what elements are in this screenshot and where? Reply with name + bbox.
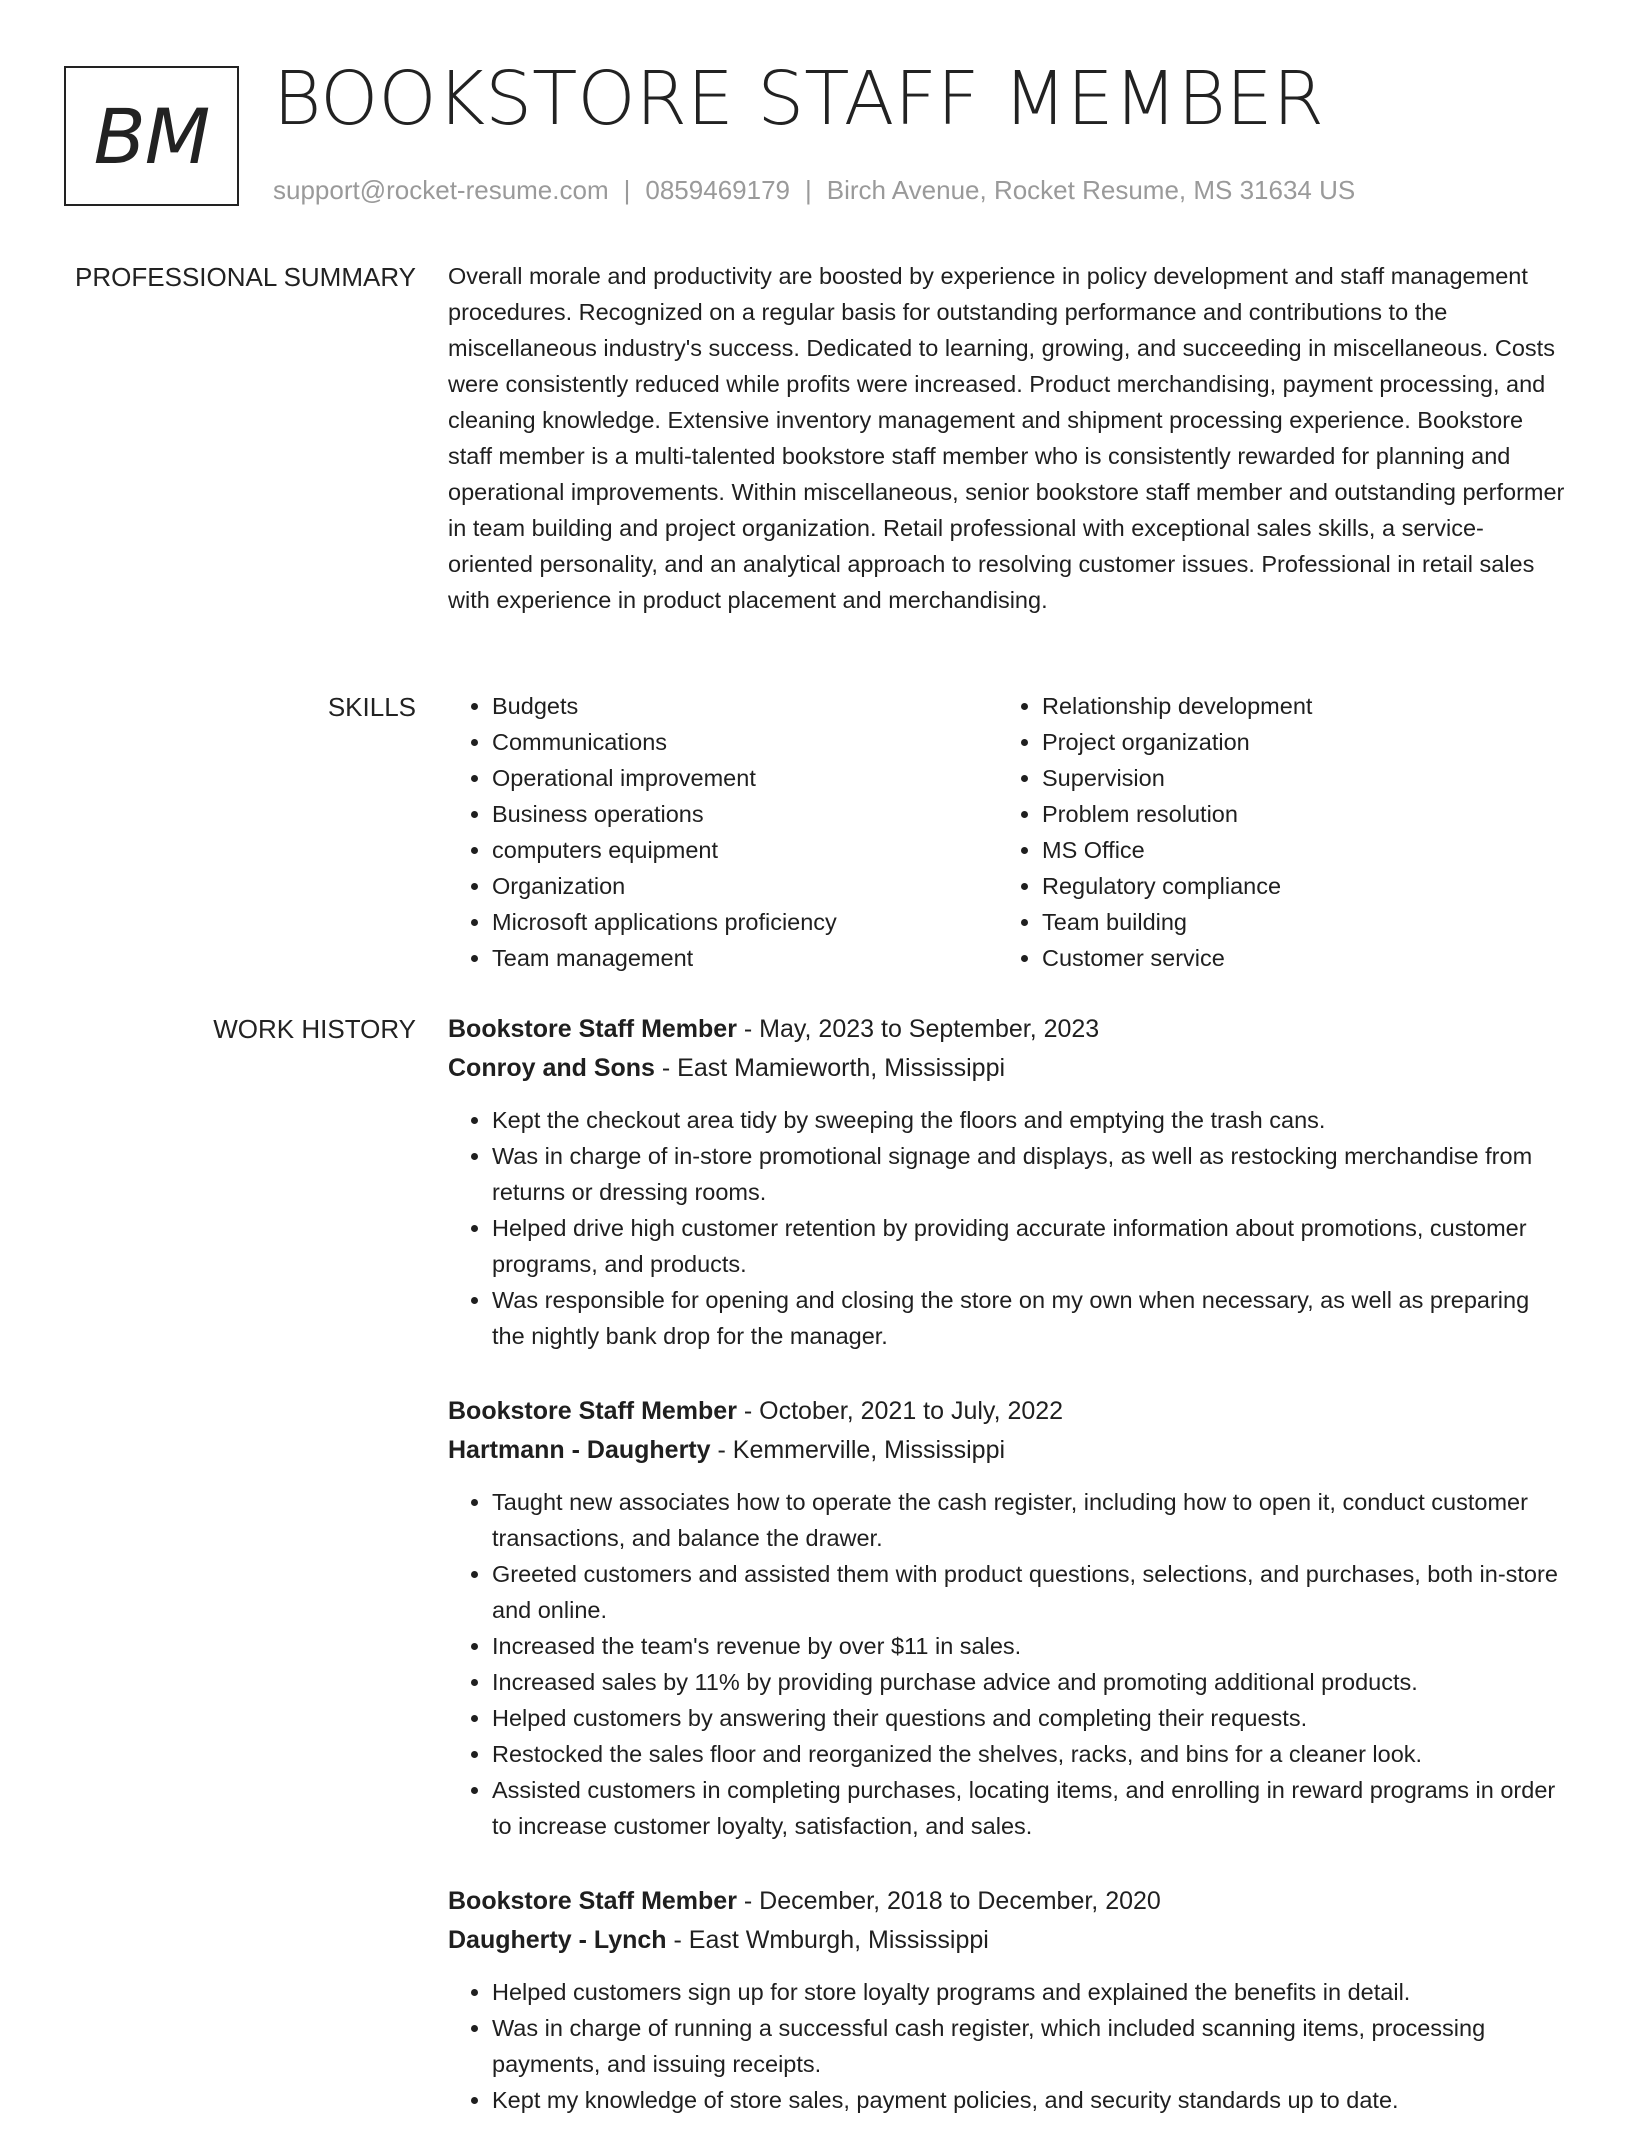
skill-item: • Organization [492, 868, 998, 904]
skill-item: • Communications [492, 724, 998, 760]
section-label-summary: PROFESSIONAL SUMMARY [75, 262, 416, 292]
job-dates: - December, 2018 to December, 2020 [736, 1887, 1161, 1915]
address: Birch Avenue, Rocket Resume, MS 31634 US [826, 175, 1356, 205]
skill-item: • Customer service [1042, 940, 1548, 976]
skill-item: • Budgets [492, 688, 998, 724]
summary-body [448, 258, 1568, 618]
job-location: - East Wmburgh, Mississippi [666, 1926, 989, 1954]
job-dates: - May, 2023 to September, 2023 [736, 1015, 1100, 1043]
job-bullet: • Helped customers by answering their questions and completing their requests. [492, 1700, 1568, 1736]
skill-item: • Project organization [1042, 724, 1548, 760]
job-location: - East Mamieworth, Mississippi [654, 1054, 1006, 1082]
phone[interactable]: 0859469179 [645, 175, 790, 205]
job-company: Conroy and Sons [448, 1054, 655, 1082]
job-title: Bookstore Staff Member [448, 1887, 737, 1915]
skill-item: • Microsoft applications proficiency [492, 904, 998, 940]
job-company-line [448, 1049, 1568, 1088]
job-bullets [448, 1484, 1568, 1844]
job-bullet: • Increased the team's revenue by over $11 in sales. [492, 1628, 1568, 1664]
job-bullets [448, 1102, 1568, 1354]
job-title: Bookstore Staff Member [448, 1397, 737, 1425]
job-bullet: • Increased sales by 11% by providing purchase advice and promoting additional products. [492, 1664, 1568, 1700]
separator: | [805, 175, 812, 205]
contact-line [273, 175, 1355, 206]
monogram: BM [64, 66, 239, 206]
job-bullet: • Restocked the sales floor and reorganized the shelves, racks, and bins for a cleaner look. [492, 1736, 1568, 1772]
skill-item: • MS Office [1042, 832, 1548, 868]
job-bullet: • Was in charge of in-store promotional signage and displays, as well as restocking merchandise from returns or dressing rooms. [492, 1138, 1568, 1210]
job-dates: - October, 2021 to July, 2022 [736, 1397, 1064, 1425]
job-location: - Kemmerville, Mississippi [710, 1436, 1006, 1464]
skill-item: • Team management [492, 940, 998, 976]
email[interactable]: support@rocket-resume.com [273, 175, 609, 205]
job-bullet: • Kept my knowledge of store sales, payment policies, and security standards up to date. [492, 2082, 1568, 2118]
job-company-line [448, 1921, 1568, 1960]
skill-item: • Problem resolution [1042, 796, 1548, 832]
job-bullet: • Was in charge of running a successful cash register, which included scanning items, processing payments, and issuing receipts. [492, 2010, 1568, 2082]
skill-item: • Business operations [492, 796, 998, 832]
summary-text: Overall morale and productivity are boosted by experience in policy development and staff management procedures. Recognized on a regular basis for outstanding performance and contributions to the miscellaneous industry's success. Dedicated to learning, growing, and succeeding in miscellaneous. Costs were consistently reduced while profits were increased. Product merchandising, payment processing, and cleaning knowledge. Extensive inventory management and shipment processing experience. Bookstore staff member is a multi-talented bookstore staff member who is consistently rewarded for planning and operational improvements. Within miscellaneous, senior bookstore staff member and outstanding performer in team building and project organization. Retail professional with exceptional sales skills, a service-oriented personality, and an analytical approach to resolving customer issues. Professional in retail sales with experience in product placement and merchandising. [448, 263, 1565, 613]
skill-item: • Relationship development [1042, 688, 1548, 724]
job-bullet: • Helped customers sign up for store loyalty programs and explained the benefits in detail. [492, 1974, 1568, 2010]
skill-item: • computers equipment [492, 832, 998, 868]
job-title-line [448, 1882, 1568, 1921]
job-entry [448, 1882, 1568, 2118]
skills-list-left [448, 688, 998, 976]
job-title-line [448, 1392, 1568, 1431]
job-entry [448, 1010, 1568, 1354]
job-bullet: • Helped drive high customer retention by providing accurate information about promotions, customer programs, and products. [492, 1210, 1568, 1282]
job-entry [448, 1392, 1568, 1844]
job-bullets [448, 1974, 1568, 2118]
job-bullet: • Was responsible for opening and closing the store on my own when necessary, as well as preparing the nightly bank drop for the manager. [492, 1282, 1568, 1354]
job-bullet: • Kept the checkout area tidy by sweeping the floors and emptying the trash cans. [492, 1102, 1568, 1138]
skill-item: • Regulatory compliance [1042, 868, 1548, 904]
job-company: Daugherty - Lynch [448, 1926, 667, 1954]
skill-item: • Operational improvement [492, 760, 998, 796]
job-title-line [448, 1010, 1568, 1049]
skill-item: • Team building [1042, 904, 1548, 940]
job-title: Bookstore Staff Member [448, 1015, 737, 1043]
job-bullet: • Greeted customers and assisted them with product questions, selections, and purchases, both in-store and online. [492, 1556, 1568, 1628]
job-company-line [448, 1431, 1568, 1470]
job-company: Hartmann - Daugherty [448, 1436, 711, 1464]
work-body [448, 1010, 1568, 2156]
separator: | [623, 175, 631, 205]
section-label-skills: SKILLS [327, 692, 416, 722]
skills-list-right [998, 688, 1548, 976]
page-title: BOOKSTORE STAFF MEMBER [273, 56, 1325, 142]
skill-item: • Supervision [1042, 760, 1548, 796]
job-bullet: • Assisted customers in completing purchases, locating items, and enrolling in reward programs in order to increase customer loyalty, satisfaction, and sales. [492, 1772, 1568, 1844]
skills-body [448, 688, 1568, 976]
job-bullet: • Taught new associates how to operate the cash register, including how to open it, conduct customer transactions, and balance the drawer. [492, 1484, 1568, 1556]
section-label-work: WORK HISTORY [213, 1014, 416, 1044]
